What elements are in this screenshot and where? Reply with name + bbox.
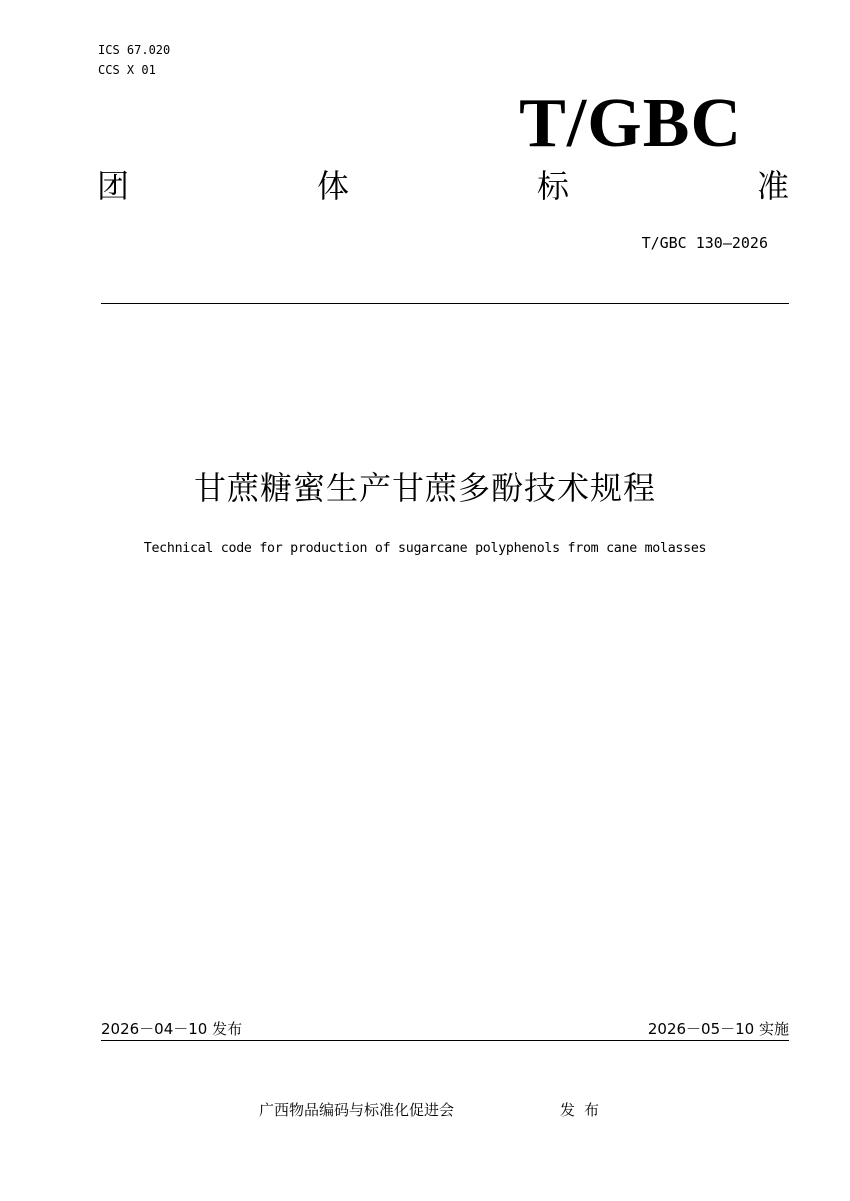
top-divider: [101, 303, 789, 304]
standard-type-char: 准: [756, 167, 789, 205]
bottom-divider: [101, 1040, 789, 1041]
publish-label: 发布: [560, 1101, 609, 1119]
standard-type-char: 团: [97, 167, 130, 205]
standard-type-char: 体: [316, 167, 349, 205]
document-title-chinese: 甘蔗糖蜜生产甘蔗多酚技术规程: [193, 469, 656, 507]
standard-number: T/GBC 130—2026: [641, 234, 768, 252]
release-date: 2026－04－10 发布: [101, 1020, 243, 1038]
ccs-code: CCS X 01: [98, 63, 156, 77]
standard-type: [97, 166, 789, 206]
ics-code: ICS 67.020: [98, 43, 171, 57]
publisher-name: 广西物品编码与标准化促进会: [259, 1101, 455, 1119]
standard-type-char: 标: [536, 167, 569, 205]
standard-logo: T/GBC: [519, 85, 742, 162]
document-title-english: Technical code for production of sugarcane polyphenols from cane molasses: [143, 541, 707, 556]
implementation-date: 2026－05－10 实施: [647, 1020, 789, 1038]
